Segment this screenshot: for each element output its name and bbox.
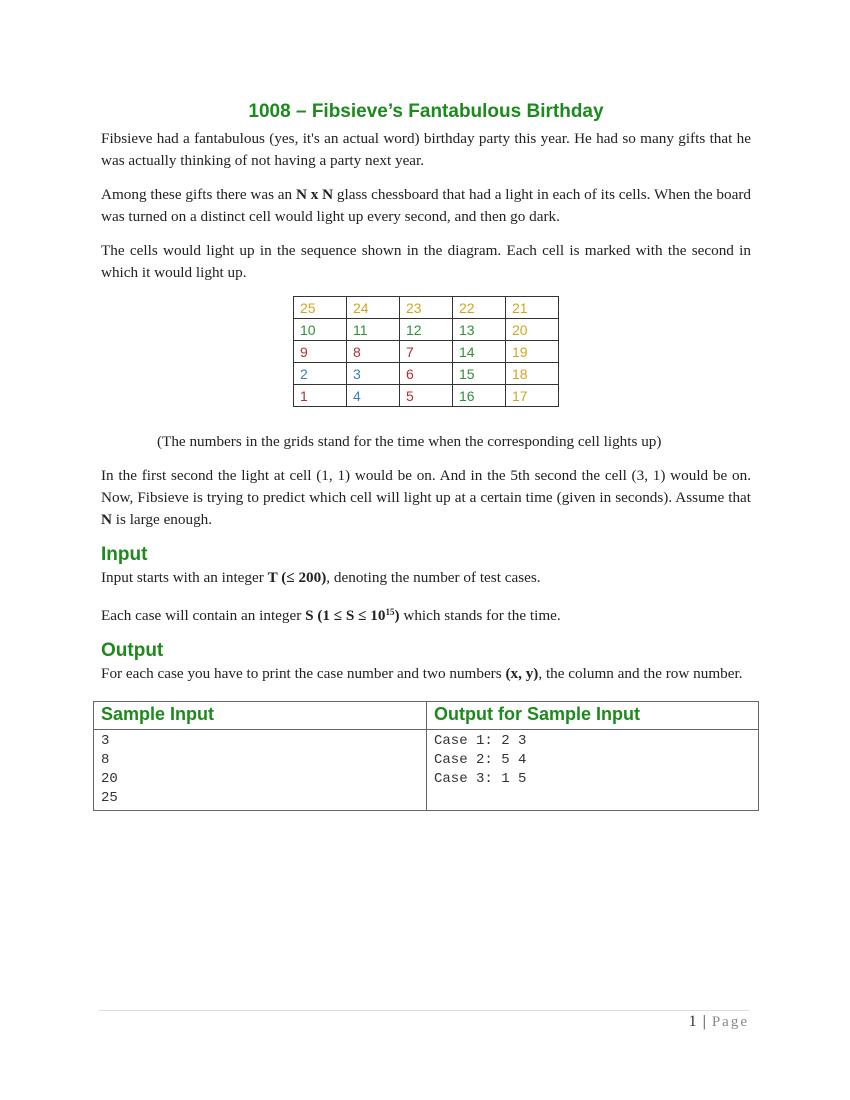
grid-cell: 6: [400, 363, 453, 385]
sample-output-header: Output for Sample Input: [427, 702, 759, 730]
n-term: N: [101, 511, 112, 528]
grid-cell: 11: [347, 319, 400, 341]
output-p1-post: , the column and the row number.: [538, 665, 743, 682]
input-paragraph-1: [101, 567, 751, 589]
grid-cell: 24: [347, 297, 400, 319]
grid-cell: 9: [294, 341, 347, 363]
sample-line: Case 3: 1 5: [434, 771, 527, 787]
diagram-caption: (The numbers in the grids stand for the time when the corresponding cell lights up): [157, 433, 662, 450]
grid-row: [294, 341, 559, 363]
grid-body: [294, 297, 559, 407]
input-p1-post: , denoting the number of test cases.: [326, 569, 541, 586]
page-separator: |: [702, 1013, 706, 1030]
t-constraint: T (≤ 200): [267, 569, 327, 586]
example-post: is large enough.: [111, 511, 213, 528]
input-p1-pre: Input starts with an integer: [101, 569, 268, 586]
sample-line: Case 2: 5 4: [434, 752, 527, 768]
intro-p2-pre: Among these gifts there was an: [101, 186, 296, 203]
grid-cell: 21: [506, 297, 559, 319]
s-constraint-b: ): [394, 607, 400, 624]
sample-line: 3: [101, 733, 110, 749]
grid-cell: 12: [400, 319, 453, 341]
grid-cell: 7: [400, 341, 453, 363]
xy-term: (x, y): [505, 665, 539, 682]
grid-cell: 25: [294, 297, 347, 319]
document-page: [101, 100, 751, 811]
sample-line: 25: [101, 790, 118, 806]
grid-cell: 5: [400, 385, 453, 407]
example-pre: In the first second the light at cell (1, 1) would be on. And in the 5th second the cell (3, 1) would be on. Now, Fibsieve is trying to predict which cell will light up at a certain time (given in seconds). Assume that: [101, 467, 751, 506]
page-label: Page: [711, 1014, 749, 1030]
grid-cell: 10: [294, 319, 347, 341]
sample-header-row: [94, 702, 759, 730]
grid-cell: 16: [453, 385, 506, 407]
lighting-sequence-grid: [293, 296, 559, 407]
grid-cell: 23: [400, 297, 453, 319]
sample-body-row: [94, 730, 759, 811]
grid-row: [294, 319, 559, 341]
page-number-value: 1: [688, 1013, 697, 1030]
intro-paragraph-2: [101, 184, 751, 228]
sample-output-cell: [427, 730, 759, 811]
input-heading: Input: [101, 544, 148, 565]
sample-line: Case 1: 2 3: [434, 733, 527, 749]
sample-line: 20: [101, 771, 118, 787]
grid-cell: 15: [453, 363, 506, 385]
grid-cell: 19: [506, 341, 559, 363]
problem-title: 1008 – Fibsieve’s Fantabulous Birthday: [248, 101, 604, 122]
sample-input-cell: [94, 730, 427, 811]
diagram-wrapper: [101, 296, 751, 407]
output-heading: Output: [101, 640, 164, 661]
sample-input-header: Sample Input: [94, 702, 427, 730]
input-p2-post: which stands for the time.: [399, 607, 561, 624]
grid-cell: 3: [347, 363, 400, 385]
s-exponent: 15: [385, 607, 395, 617]
sample-line: 8: [101, 752, 110, 768]
page-number: [689, 1013, 749, 1031]
grid-cell: 2: [294, 363, 347, 385]
grid-cell: 20: [506, 319, 559, 341]
footer-rule: [99, 1010, 749, 1011]
grid-cell: 22: [453, 297, 506, 319]
input-p2-pre: Each case will contain an integer: [101, 607, 306, 624]
grid-cell: 8: [347, 341, 400, 363]
sample-table: [93, 701, 759, 811]
output-paragraph: [101, 663, 751, 685]
s-constraint-a: S (1 ≤ S ≤ 10: [305, 607, 386, 624]
output-p1-pre: For each case you have to print the case number and two numbers: [101, 665, 506, 682]
grid-row: [294, 385, 559, 407]
example-paragraph: [101, 465, 751, 531]
grid-cell: 1: [294, 385, 347, 407]
intro-p2-post: glass chessboard that had a light in each of its cells. When the board was turned on a distinct cell would light up every second, and then go dark.: [101, 186, 751, 225]
board-size-term: N x N: [295, 186, 334, 203]
intro-paragraph-3: The cells would light up in the sequence shown in the diagram. Each cell is marked with the second in which it would light up.: [101, 242, 751, 281]
grid-cell: 17: [506, 385, 559, 407]
intro-paragraph-1: Fibsieve had a fantabulous (yes, it's an actual word) birthday party this year. He had so many gifts that he was actually thinking of not having a party next year.: [101, 130, 751, 169]
grid-cell: 13: [453, 319, 506, 341]
grid-cell: 18: [506, 363, 559, 385]
grid-cell: 4: [347, 385, 400, 407]
grid-row: [294, 297, 559, 319]
grid-row: [294, 363, 559, 385]
s-constraint: [305, 607, 399, 624]
grid-cell: 14: [453, 341, 506, 363]
input-paragraph-2: [101, 601, 751, 627]
